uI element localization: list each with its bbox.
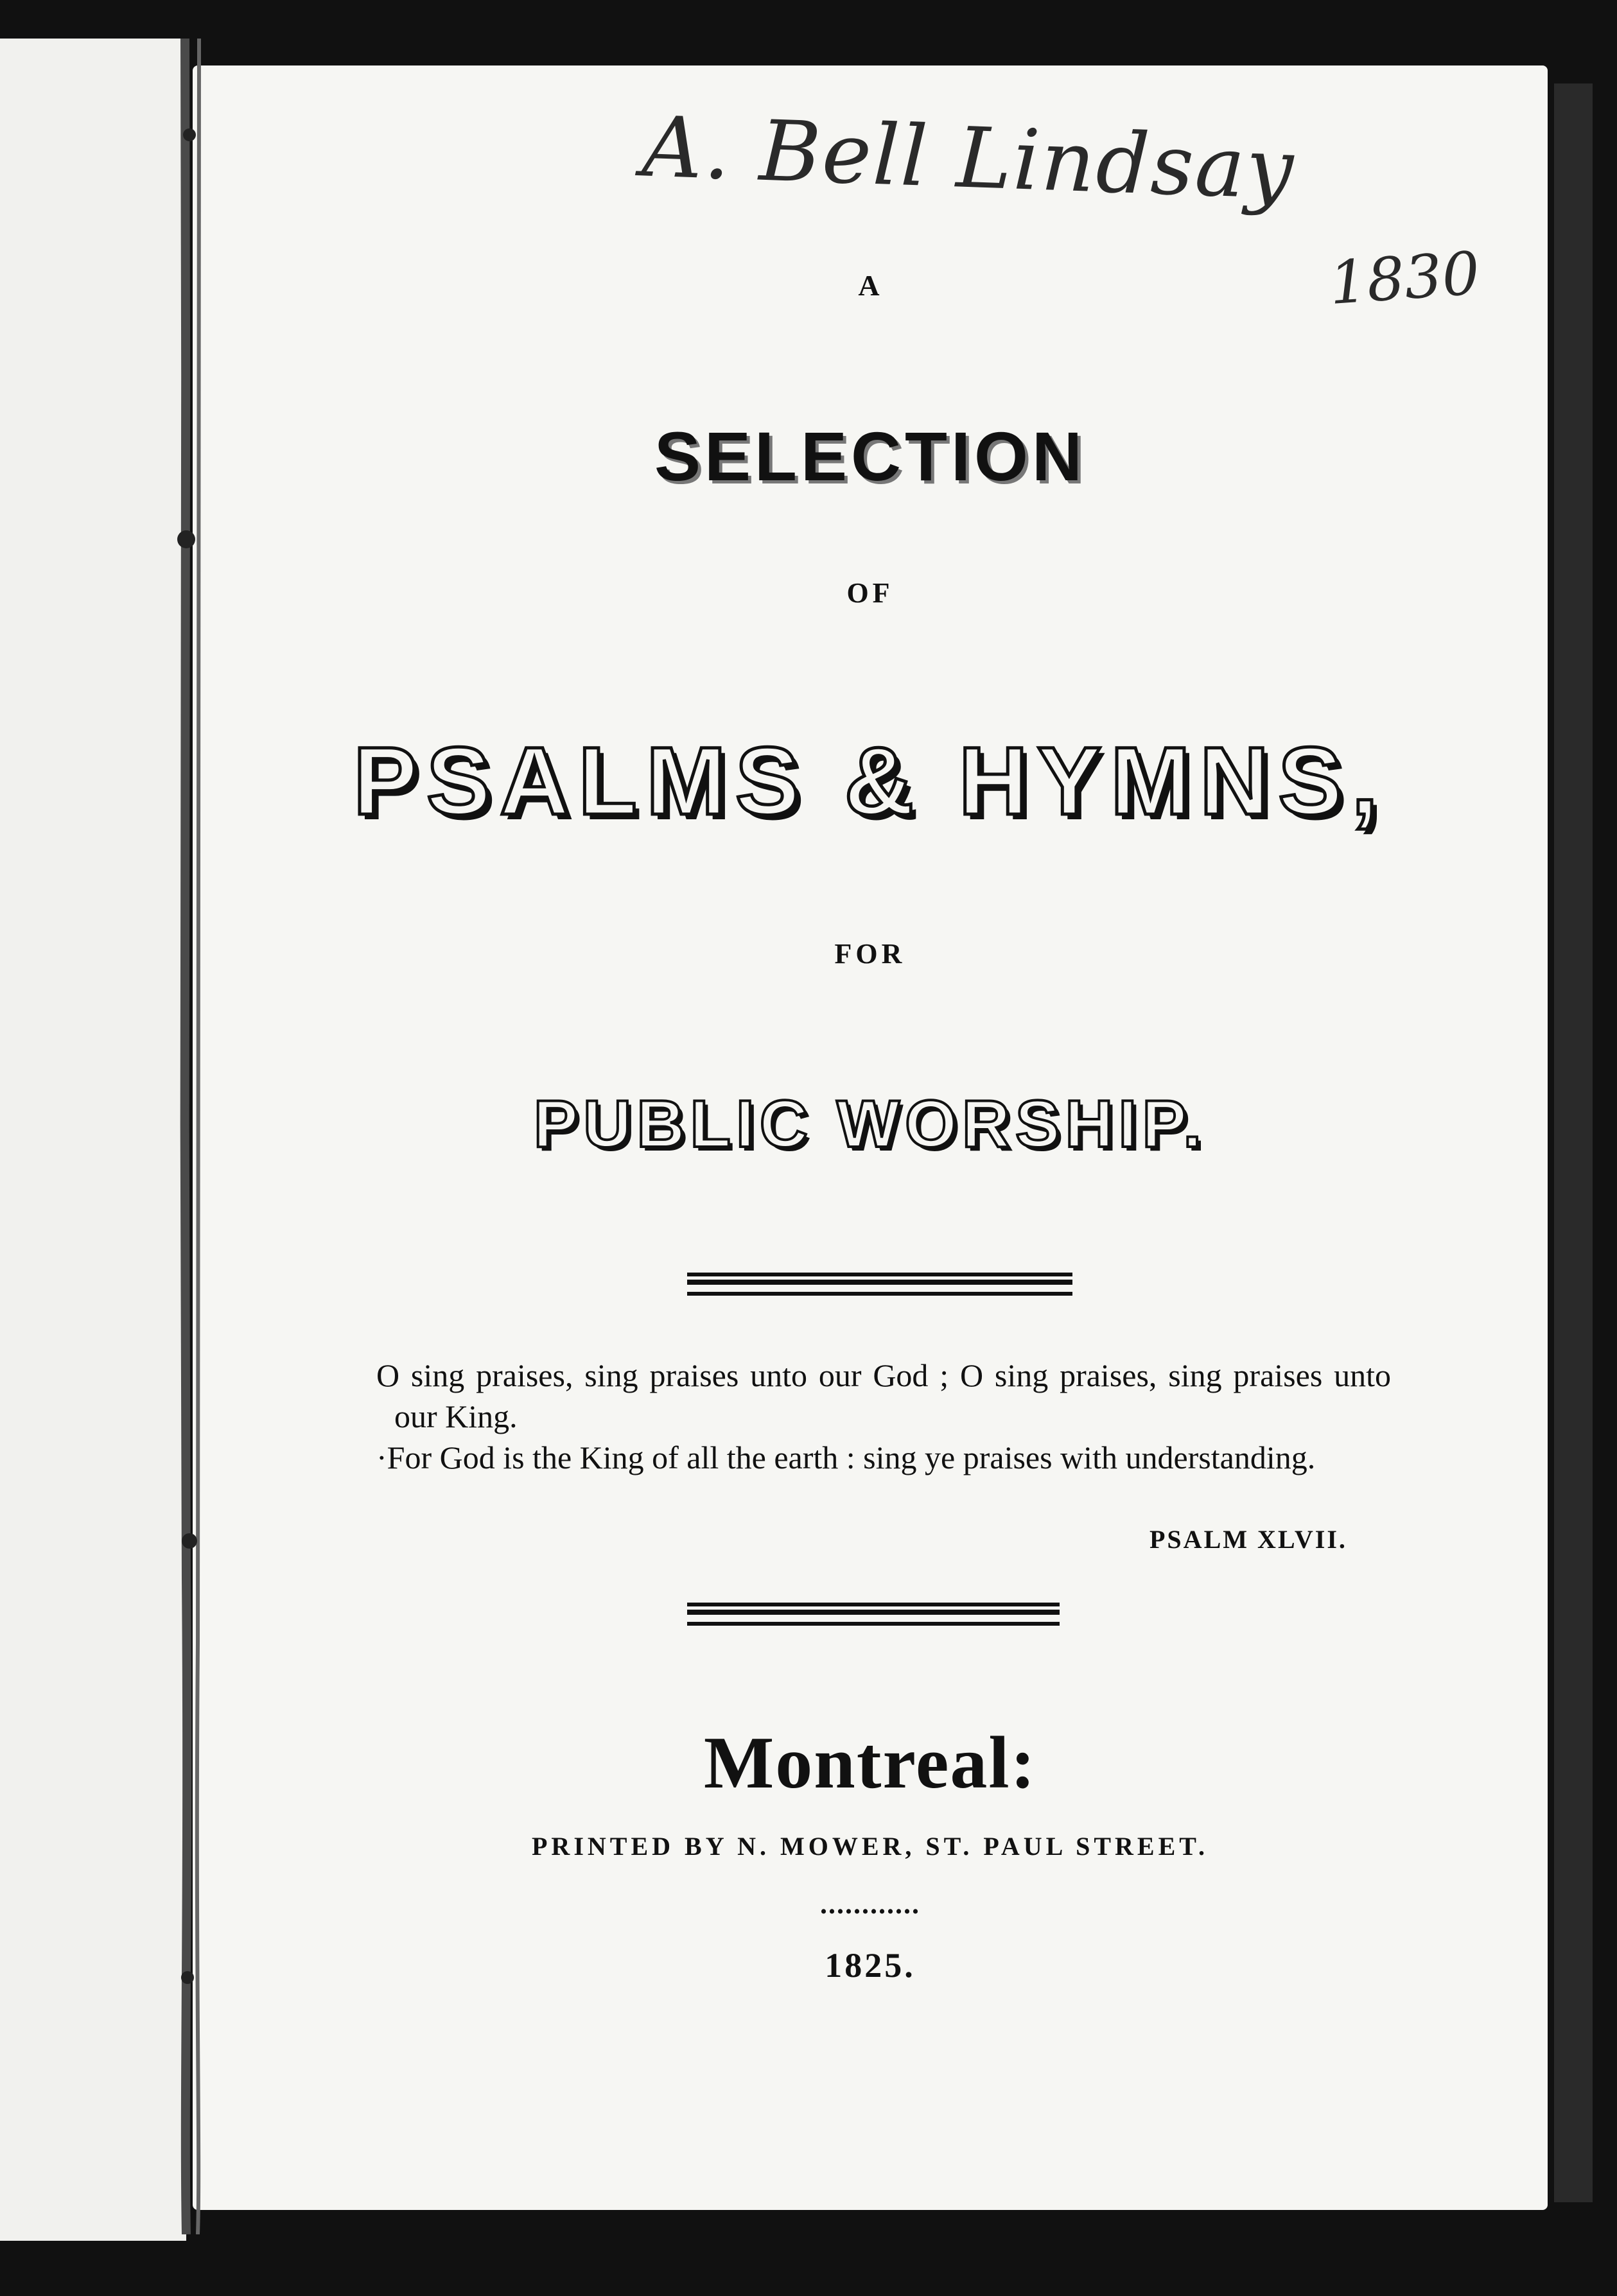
handwritten-year: 1830 xyxy=(1327,238,1482,318)
title-public-worship: PUBLIC WORSHIP. xyxy=(533,1087,1207,1161)
title-selection: SELECTION xyxy=(654,417,1087,495)
title-article: A xyxy=(858,269,882,302)
imprint-year: 1825. xyxy=(825,1946,916,1985)
decorative-rule-top xyxy=(687,1273,1072,1296)
imprint-city: Montreal: xyxy=(703,1722,1037,1804)
epigraph-verse-2: ·For God is the King of all the earth : sing ye praises with understanding. xyxy=(376,1439,1316,1475)
decorative-rule-bottom xyxy=(687,1603,1060,1626)
epigraph-verse-1: O sing praises, sing praises unto our God ; O sing praises, sing praises unto our King. xyxy=(376,1357,1391,1434)
title-of: OF xyxy=(846,577,894,609)
epigraph xyxy=(376,1355,1391,1478)
epigraph-reference: PSALM XLVII. xyxy=(1149,1525,1347,1554)
imprint-separator: ............ xyxy=(820,1888,920,1920)
binding-edge xyxy=(1554,83,1593,2202)
title-psalms-hymns: PSALMS & HYMNS, xyxy=(353,727,1388,835)
imprint-printer: PRINTED BY N. MOWER, ST. PAUL STREET. xyxy=(532,1832,1209,1861)
handwritten-signature: A. Bell Lindsay xyxy=(640,98,1297,218)
title-for: FOR xyxy=(834,938,906,970)
